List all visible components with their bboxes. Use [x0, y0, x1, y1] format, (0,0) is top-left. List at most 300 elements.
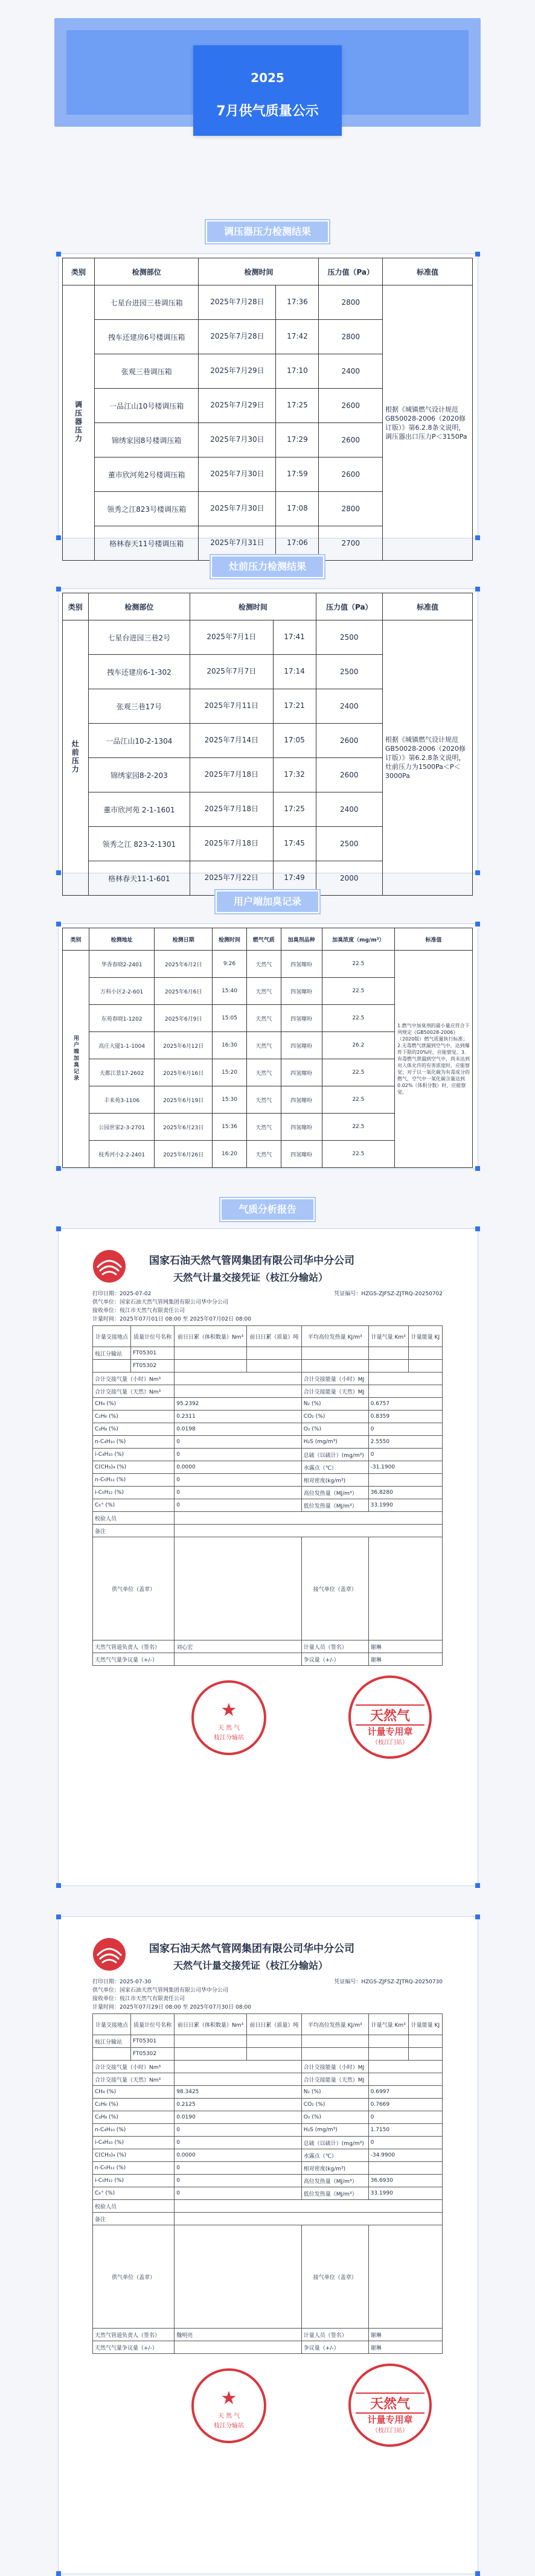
checker-label: 校验人员: [93, 1512, 175, 1525]
meter-id: FT05302: [130, 2048, 174, 2061]
table-row: [93, 1499, 443, 1512]
dispute-label: 争议量（+/-）: [301, 1653, 368, 1666]
pressure-value: 2400: [316, 689, 382, 724]
table-cell: 15:05: [213, 1005, 247, 1032]
category-cell: [63, 620, 89, 896]
table-cell: 9:26: [213, 951, 247, 978]
table-cell: 天然气: [246, 1114, 281, 1141]
table-cell: 万科小区2-2-601: [89, 978, 155, 1005]
table-row: [93, 1372, 443, 1385]
column-header: 平均高位发热量 KJ/m³: [301, 2014, 368, 2035]
table-cell: 2025年6月19日: [155, 1086, 213, 1114]
supplier-seal-area: [175, 1537, 302, 1640]
row-value: 1.7150: [368, 2124, 442, 2137]
column-header: 检测时间: [190, 593, 316, 620]
pressure-value: 2600: [316, 758, 382, 792]
column-header: 标准值: [383, 258, 473, 285]
corner-deco: [475, 1914, 480, 1919]
table-row: [93, 1411, 443, 1423]
column-header: 检测时间: [213, 928, 247, 951]
table-cell: 16:30: [213, 1032, 247, 1059]
row-label: C₆⁺ (%): [93, 2187, 175, 2200]
table-cell: 四氢噻吩: [281, 1086, 322, 1114]
row-label: C₆⁺ (%): [93, 1499, 175, 1512]
dispute-value: 谢琳: [368, 2341, 442, 2354]
row-value: 0.8359: [368, 1411, 442, 1423]
station-cell: [93, 2048, 131, 2061]
table-cell: 15:30: [213, 1086, 247, 1114]
row-label: n-C₅H₁₂ (%): [93, 1474, 175, 1487]
datetime-cell: [190, 758, 316, 792]
row-value: -31.1900: [368, 1461, 442, 1474]
row-value: [368, 1372, 442, 1385]
row-label: 高位发热量（MJ/m³）: [301, 1487, 368, 1499]
checker-row: [93, 2200, 443, 2213]
row-value: 98.3425: [175, 2086, 302, 2099]
datetime-cell: [199, 423, 319, 457]
row-value: 0: [368, 2111, 442, 2124]
category-label: 调压器压力: [74, 401, 83, 443]
location-cell: 拽车还建房6-1-302: [88, 655, 190, 689]
meta-line: 计量时间：2025年07月01日 08:00 至 2025年07月02日 08:00: [92, 1316, 251, 1322]
table-cell: 22.5: [322, 1005, 394, 1032]
row-label: 低位发热量（MJ/m³）: [301, 2187, 368, 2200]
datetime-cell: [190, 724, 316, 758]
row-label: 合计交接气量（天然）Nm³: [93, 1385, 175, 1398]
table-cell: 22.5: [322, 1114, 394, 1141]
checker-label: 校验人员: [93, 2200, 175, 2213]
table-cell: 15:20: [213, 1059, 247, 1086]
row-label: i-C₅H₁₂ (%): [93, 2175, 175, 2187]
location-cell: 七星台进园三巷调压箱: [95, 285, 199, 320]
column-header: 前日日累（质量）吨: [246, 1326, 301, 1347]
row-label: CH₄ (%): [93, 2086, 175, 2099]
category-cell: [63, 951, 89, 1168]
column-header: 压力值（Pa）: [319, 258, 383, 285]
corner-deco: [56, 1226, 61, 1231]
row-label: CH₄ (%): [93, 1398, 175, 1411]
table-row: [93, 1423, 443, 1436]
pressure-value: 2600: [316, 724, 382, 758]
seal-text: 天 然 气: [217, 1725, 240, 1732]
table-cell: 公园世家2-3-2701: [89, 1114, 155, 1141]
meter-id: FT05301: [130, 1347, 174, 1360]
seal-text: 枝江分输站: [214, 1735, 244, 1741]
row-label: 相对密度(kg/m³): [301, 2162, 368, 2175]
meter-row: [93, 1347, 443, 1360]
table-cell: 16:20: [213, 1141, 247, 1168]
row-label: n-C₄H₁₀ (%): [93, 1436, 175, 1449]
table-cell: [368, 2035, 408, 2048]
table-cell: 四氢噻吩: [281, 1059, 322, 1086]
station-cell: 枝江分输站: [93, 1347, 131, 1360]
table-cell: 天都江景17-2602: [89, 1059, 155, 1086]
table-cell: [246, 1347, 301, 1360]
row-label: CO₂ (%): [301, 1411, 368, 1423]
remark-row: [93, 1525, 443, 1537]
meter-id: FT05301: [130, 2035, 174, 2048]
table-cell: 华香春晓2-2401: [89, 951, 155, 978]
column-header: 质量计位号名称: [130, 1326, 174, 1347]
table-cell: 2025年6月16日: [155, 1059, 213, 1086]
column-header: 质量计位号名称: [130, 2014, 174, 2035]
table-cell: 2025年6月9日: [155, 1005, 213, 1032]
row-value: [175, 2061, 302, 2073]
row-value: 0: [175, 2137, 302, 2149]
datetime-cell: [199, 457, 319, 492]
row-label: n-C₅H₁₂ (%): [93, 2162, 175, 2175]
seal-text: 枝江分输站: [214, 2423, 244, 2429]
column-header: 计量交接地点: [93, 2014, 131, 2035]
datetime-cell: [190, 620, 316, 655]
time-cell: 17:25: [284, 805, 305, 813]
row-label: 合计交接气量（天然）Nm³: [93, 2073, 175, 2086]
dispute-value: 谢琳: [368, 1653, 442, 1666]
company-name: 国家石油天然气管网集团有限公司华中分公司: [149, 1255, 354, 1267]
pressure-value: 2400: [316, 792, 382, 827]
time-cell: 17:59: [287, 470, 308, 478]
row-value: 0.6997: [368, 2086, 442, 2099]
date-cell: 2025年7月14日: [190, 724, 273, 757]
table-cell: 22.5: [322, 1086, 394, 1114]
table-cell: 天然气: [246, 1032, 281, 1059]
receiver-seal: [348, 1675, 432, 1759]
column-header: 类别: [63, 593, 89, 620]
receiver-seal-label: 接气单位（盖章）: [301, 2225, 368, 2329]
date-cell: 2025年7月30日: [199, 492, 276, 526]
table-cell: 22.5: [322, 1059, 394, 1086]
supplier-seal-label: 供气单位（盖章）: [93, 1537, 175, 1640]
datetime-cell: [190, 792, 316, 827]
row-label: i-C₄H₁₀ (%): [93, 1449, 175, 1461]
checker-value: [175, 2200, 443, 2213]
column-header: 检测地址: [89, 928, 155, 951]
table-row: [63, 951, 473, 978]
petrochina-logo-icon: [92, 1249, 126, 1283]
time-cell: 17:45: [284, 839, 305, 847]
remark-row: [93, 2213, 443, 2225]
row-value: -34.9900: [368, 2149, 442, 2162]
column-header: 计量气量 Km³: [368, 2014, 408, 2035]
column-header: 检测部位: [95, 258, 199, 285]
table-cell: 四氢噻吩: [281, 1114, 322, 1141]
pressure-value: 2600: [319, 457, 383, 492]
location-cell: 张观三巷17号: [88, 689, 190, 724]
supplier-seal: [191, 1680, 266, 1755]
date-cell: 2025年7月30日: [199, 457, 276, 491]
checker-value: [175, 1512, 443, 1525]
row-value: [368, 2162, 442, 2175]
column-header: 计量能量 KJ: [408, 1326, 442, 1347]
table-cell: [301, 1347, 368, 1360]
table-cell: 15:36: [213, 1114, 247, 1141]
row-value: 0.7669: [368, 2099, 442, 2111]
row-label: H₂S (mg/m³): [301, 1436, 368, 1449]
time-cell: 17:10: [287, 366, 308, 375]
time-cell: 17:42: [287, 332, 308, 340]
corner-deco: [56, 1914, 61, 1919]
time-cell: 17:05: [284, 736, 305, 744]
column-header: 类别: [63, 258, 95, 285]
table-row: [93, 2137, 443, 2149]
date-cell: 2025年7月28日: [199, 320, 276, 354]
row-value: 0: [368, 1449, 442, 1461]
datetime-cell: [199, 354, 319, 389]
print-date: 打印日期：2025-07-30: [92, 1979, 152, 1985]
company-name: 国家石油天然气管网集团有限公司华中分公司: [149, 1943, 354, 1955]
location-cell: 董市欣河苑 2-1-1601: [88, 792, 190, 827]
remark-value: [175, 2213, 443, 2225]
row-label: N₂ (%): [301, 1398, 368, 1411]
table-cell: 22.5: [322, 1141, 394, 1168]
time-cell: 17:08: [287, 504, 308, 512]
time-cell: 17:49: [284, 873, 305, 882]
row-value: 0.0190: [175, 2111, 302, 2124]
column-header: 计量交接地点: [93, 1326, 131, 1347]
meta-line: 接收单位：枝江市天然气有限责任公司: [92, 1996, 185, 2002]
print-meta: [92, 1977, 443, 1985]
row-value: 0.6757: [368, 1398, 442, 1411]
table-row: [63, 620, 473, 655]
seal-text: 计量专用章: [367, 1726, 413, 1737]
column-header: 压力值（Pa）: [316, 593, 382, 620]
datetime-cell: [199, 389, 319, 423]
date-cell: 2025年7月1日: [190, 620, 273, 654]
row-value: [368, 1474, 442, 1487]
stove-frame: [58, 588, 478, 883]
table-cell: [408, 2035, 442, 2048]
datetime-cell: [190, 827, 316, 861]
row-value: 0: [175, 1474, 302, 1487]
location-cell: 董市欣河苑2号楼调压箱: [95, 457, 199, 492]
row-label: i-C₅H₁₂ (%): [93, 1487, 175, 1499]
row-value: 33.1990: [368, 1499, 442, 1512]
table-cell: 四氢噻吩: [281, 1141, 322, 1168]
column-header: 类别: [63, 928, 89, 951]
location-cell: 领秀之江 823-2-1301: [88, 827, 190, 861]
table-cell: [368, 2048, 408, 2061]
location-cell: 张观三巷调压箱: [95, 354, 199, 389]
column-header: 计量能量 KJ: [408, 2014, 442, 2035]
meta-line: 计量时间：2025年07月29日 08:00 至 2025年07月30日 08:00: [92, 2004, 251, 2010]
pressure-value: 2600: [319, 389, 383, 423]
category-label: 用户端加臭记录: [72, 1035, 79, 1082]
meter-row: [93, 2048, 443, 2061]
dispute-label: 天然气气量争议量（+/-）: [93, 1653, 175, 1666]
table-cell: 四氢噻吩: [281, 978, 322, 1005]
row-label: N₂ (%): [301, 2086, 368, 2099]
table-row: [93, 1487, 443, 1499]
date-cell: 2025年7月29日: [199, 389, 276, 422]
pressure-value: 2500: [316, 827, 382, 861]
pressure-value: 2600: [319, 423, 383, 457]
table-row: [93, 2099, 443, 2111]
table-row: [93, 2111, 443, 2124]
pressure-value: 2800: [319, 320, 383, 354]
section-title-analysis: 气质分析报告: [220, 1198, 315, 1221]
table-row: [63, 285, 473, 320]
row-label: 合计交接能量（天然）MJ: [301, 2073, 368, 2086]
time-cell: 17:25: [287, 401, 308, 409]
table-cell: 四氢噻吩: [281, 951, 322, 978]
table-cell: [175, 1360, 247, 1372]
row-label: 合计交接能量（小时）MJ: [301, 1372, 368, 1385]
table-cell: 2025年6月23日: [155, 1114, 213, 1141]
certificate-number: 凭证编号：HZGS-ZJFSZ-ZJTRQ-20250730: [334, 1979, 443, 1985]
table-cell: 天然气: [246, 978, 281, 1005]
regulator-frame: [58, 253, 478, 548]
pressure-value: 2000: [316, 861, 382, 896]
seal-text: 天 然 气: [217, 2413, 240, 2420]
row-label: C(CH₃)₄ (%): [93, 1461, 175, 1474]
row-label: 合计交接气量（小时）Nm³: [93, 1372, 175, 1385]
table-cell: [368, 1360, 408, 1372]
certificate-title: 天然气计量交接凭证（枝江分输站）: [173, 1960, 328, 1971]
meter-row: [93, 2035, 443, 2048]
table-row: [93, 2124, 443, 2137]
location-cell: 格林春天11号楼调压箱: [95, 526, 199, 561]
supplier-seal-area: [175, 2225, 302, 2329]
row-value: 0.0000: [175, 2149, 302, 2162]
column-header: 检测部位: [88, 593, 190, 620]
rep-label: 天然气管道负责人（签名）: [93, 2329, 175, 2341]
table-cell: [246, 2035, 301, 2048]
row-value: 0: [368, 2137, 442, 2149]
row-value: 33.1990: [368, 2187, 442, 2200]
row-label: C₃H₈ (%): [93, 1423, 175, 1436]
row-label: O₂ (%): [301, 1423, 368, 1436]
table-cell: [408, 1360, 442, 1372]
row-label: C₂H₆ (%): [93, 2099, 175, 2111]
table-cell: 四氢噻吩: [281, 1032, 322, 1059]
table-cell: [408, 2048, 442, 2061]
table-row: [93, 2175, 443, 2187]
location-cell: 拽车还建房6号楼调压箱: [95, 320, 199, 354]
table-cell: 东苑春晓1-1202: [89, 1005, 155, 1032]
row-label: i-C₄H₁₀ (%): [93, 2137, 175, 2149]
hero-year: 2025: [251, 71, 284, 85]
table-cell: 2025年6月2日: [155, 951, 213, 978]
certificate-title: 天然气计量交接凭证（枝江分输站）: [173, 1272, 328, 1283]
location-cell: 七星台进园三巷2号: [88, 620, 190, 655]
meta-line: 供气单位：国家石油天然气管网集团有限公司华中分公司: [92, 1988, 229, 1994]
print-date: 打印日期：2025-07-02: [92, 1291, 152, 1297]
row-value: [368, 1385, 442, 1398]
row-value: 0: [175, 1499, 302, 1512]
category-label: 灶前压力: [71, 740, 80, 774]
seal-text: （枝江门站）: [372, 2428, 408, 2434]
row-value: 0.2125: [175, 2099, 302, 2111]
time-cell: 17:29: [287, 435, 308, 444]
location-cell: 一品江山10-2-1304: [88, 724, 190, 758]
seal-text: 计量专用章: [367, 2414, 413, 2425]
section-title-stove: 灶前压力检测结果: [211, 555, 324, 578]
row-label: 合计交接气量（小时）Nm³: [93, 2061, 175, 2073]
row-label: 总硫（以硫计）(mg/m³): [301, 2137, 368, 2149]
row-value: 0.0000: [175, 1461, 302, 1474]
signature-row: [93, 2329, 443, 2341]
date-cell: 2025年7月22日: [190, 861, 273, 895]
column-header: 计量气量 Km³: [368, 1326, 408, 1347]
gas-certificate: [58, 1916, 478, 2574]
table-cell: 22.5: [322, 951, 394, 978]
hero-card: [193, 45, 342, 136]
row-label: 合计交接能量（小时）MJ: [301, 2061, 368, 2073]
table-row: [93, 1449, 443, 1461]
date-cell: 2025年7月11日: [190, 689, 273, 723]
table-row: [93, 2073, 443, 2086]
row-value: 0: [175, 1436, 302, 1449]
station-cell: 枝江分输站: [93, 2035, 131, 2048]
dispute-value: [175, 2341, 302, 2354]
table-cell: [246, 2048, 301, 2061]
row-label: 低位发热量（MJ/m³）: [301, 1499, 368, 1512]
seal-row: [93, 1537, 443, 1640]
table-row: [93, 2162, 443, 2175]
pressure-value: 2800: [319, 285, 383, 320]
column-header: 检测时间: [199, 258, 319, 285]
hero-banner: [54, 18, 481, 127]
column-header: 燃气气质: [246, 928, 281, 951]
print-meta: [92, 1289, 443, 1297]
remark-value: [175, 1525, 443, 1537]
column-header: 标准值: [383, 593, 473, 620]
gas-table: [92, 2013, 443, 2354]
date-cell: 2025年7月18日: [190, 792, 273, 826]
table-row: [93, 1385, 443, 1398]
corner-deco: [56, 1883, 61, 1888]
table-row: [93, 2187, 443, 2200]
time-cell: 17:14: [284, 667, 305, 675]
row-value: [368, 2061, 442, 2073]
table-cell: 2025年6月26日: [155, 1141, 213, 1168]
row-value: 0: [175, 2124, 302, 2137]
petrochina-logo-icon: [92, 1937, 126, 1971]
datetime-cell: [190, 655, 316, 689]
receiver-seal-label: 接气单位（盖章）: [301, 1537, 368, 1640]
remark-label: 备注: [93, 1525, 175, 1537]
table-cell: 天然气: [246, 951, 281, 978]
row-value: [368, 2073, 442, 2086]
corner-deco: [475, 2571, 480, 2576]
table-cell: 天然气: [246, 1086, 281, 1114]
table-cell: 22.5: [322, 978, 394, 1005]
row-label: 水露点（℃）: [301, 1461, 368, 1474]
page-title: 7月供气质量公示: [216, 104, 319, 119]
row-label: 高位发热量（MJ/m³）: [301, 2175, 368, 2187]
table-row: [93, 2149, 443, 2162]
dispute-value: [175, 1653, 302, 1666]
dispute-row: [93, 2341, 443, 2354]
meter-id: FT05302: [130, 1360, 174, 1372]
row-label: 相对密度(kg/m³): [301, 1474, 368, 1487]
table-cell: [368, 1347, 408, 1360]
seal-text: （枝江门站）: [372, 1739, 408, 1746]
seal-text: 天然气: [356, 1704, 424, 1726]
dispute-label: 争议量（+/-）: [301, 2341, 368, 2354]
column-header: 前日日累（体积数量）Nm³: [175, 2014, 247, 2035]
table-cell: [246, 1360, 301, 1372]
table-cell: [301, 2048, 368, 2061]
rep-name: 魏明亮: [175, 2329, 302, 2341]
table-cell: 26.2: [322, 1032, 394, 1059]
row-value: 0: [175, 2175, 302, 2187]
pressure-value: 2800: [319, 492, 383, 526]
signature-row: [93, 1640, 443, 1653]
pressure-value: 2700: [319, 526, 383, 561]
table-row: [93, 1398, 443, 1411]
column-header: 加臭浓度（mg/m³）: [322, 928, 394, 951]
